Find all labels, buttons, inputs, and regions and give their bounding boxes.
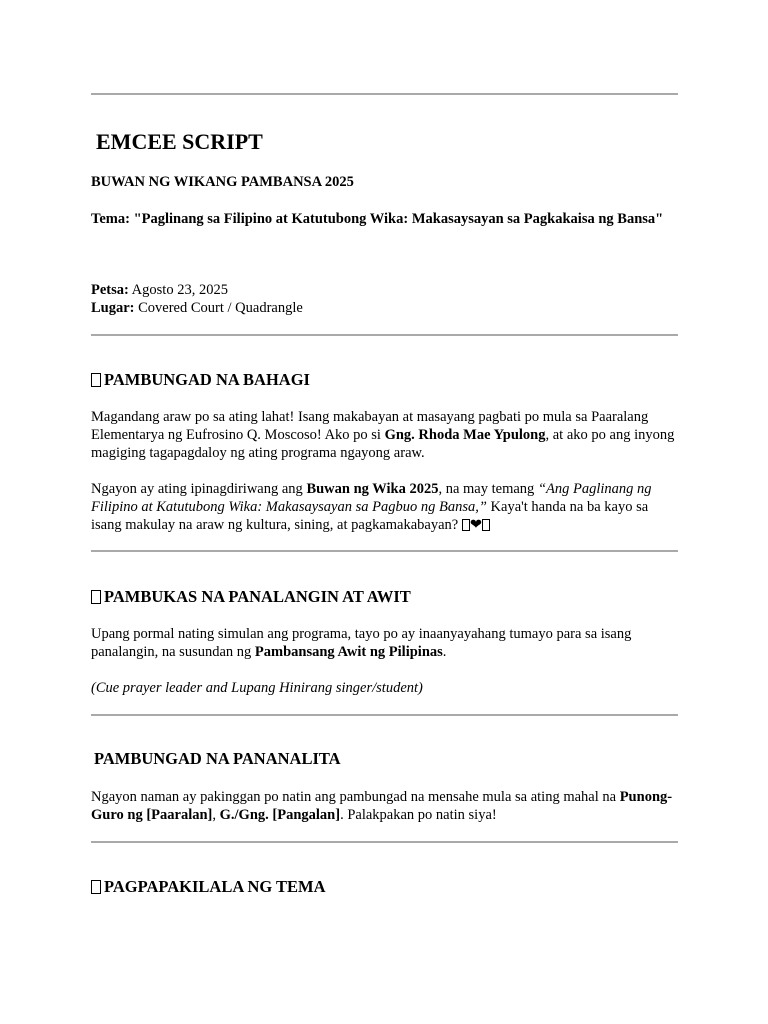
tema-label: Tema: — [91, 211, 130, 227]
section-heading-pananalita: PAMBUNGAD NA PANANALITA — [94, 749, 341, 768]
panalangin-paragraph — [91, 625, 678, 661]
box-glyph-icon — [91, 590, 101, 604]
cue-note — [91, 679, 678, 697]
cue-text: (Cue prayer leader and Lupang Hinirang singer/student) — [91, 680, 423, 696]
heading-text: PAMBUNGAD NA BAHAGI — [104, 370, 310, 389]
text: Magandang araw po sa ating lahat! Isang makabayan at masayang pagbati po mula sa Paaralang Elementarya ng Eufrosino Q. Moscoso! Ako po si — [91, 409, 649, 443]
text: Kaya't handa na ba kayo sa isang makulay na araw ng kultura, sining, at pagkamakabayan? — [91, 499, 649, 533]
theme-quote: “Ang Paglinang ng Filipino at Katutubong Wika: Makasaysayan sa Pagbuo ng Bansa,” — [91, 481, 652, 515]
petsa-value: Agosto 23, 2025 — [131, 282, 228, 298]
section-heading-tema — [91, 877, 678, 897]
tema-line — [91, 210, 678, 228]
principal-name: G./Gng. [Pangalan] — [219, 807, 341, 823]
tema-text: "Paglinang sa Filipino at Katutubong Wika: Makasaysayan sa Pagkakaisa ng Bansa" — [133, 211, 664, 227]
text: , na may temang — [438, 481, 538, 497]
principal-title: Punong-Guro ng [Paaralan] — [91, 789, 673, 823]
document-title: EMCEE SCRIPT — [96, 129, 263, 154]
text: Ngayon ay ating ipinagdiriwang ang — [91, 481, 307, 497]
divider — [91, 841, 678, 843]
divider — [91, 334, 678, 336]
emcee-name: Gng. Rhoda Mae Ypulong — [384, 427, 546, 443]
box-glyph-icon — [91, 373, 101, 387]
box-glyph-icon — [482, 519, 490, 531]
section-heading-pambungad — [91, 370, 678, 390]
petsa-line — [91, 281, 678, 299]
box-glyph-icon — [91, 880, 101, 894]
heart-icon: ❤ — [469, 517, 482, 533]
text: Upang pormal nating simulan ang programa, tayo po ay inaanyayahang tumayo para sa isang panalangin, na susundan ng — [91, 626, 632, 660]
anthem-name: Pambansang Awit ng Pilipinas — [254, 644, 443, 660]
pambungad-paragraph-2 — [91, 480, 678, 534]
divider — [91, 93, 678, 95]
text: . Palakpakan po natin siya! — [340, 807, 497, 823]
section-heading-panalangin — [91, 587, 678, 607]
text: , — [212, 807, 220, 823]
heading-text: PAMBUKAS NA PANALANGIN AT AWIT — [104, 587, 411, 606]
document-subtitle: BUWAN NG WIKANG PAMBANSA 2025 — [91, 174, 354, 190]
pananalita-paragraph — [91, 788, 678, 824]
event-name: Buwan ng Wika 2025 — [306, 481, 439, 497]
text: Ngayon naman ay pakinggan po natin ang pambungad na mensahe mula sa ating mahal na — [91, 789, 620, 805]
text: . — [442, 644, 447, 660]
heading-text: PAGPAPAKILALA NG TEMA — [104, 877, 326, 896]
pambungad-paragraph-1 — [91, 408, 678, 462]
divider — [91, 714, 678, 716]
text: , at ako po ang inyong magiging tagapagdaloy ng ating programa ngayong araw. — [91, 427, 675, 461]
petsa-label: Petsa: — [91, 282, 129, 298]
lugar-line — [91, 299, 678, 317]
lugar-value: Covered Court / Quadrangle — [138, 300, 303, 316]
divider — [91, 550, 678, 552]
box-glyph-icon — [462, 519, 470, 531]
lugar-label: Lugar: — [91, 300, 135, 316]
